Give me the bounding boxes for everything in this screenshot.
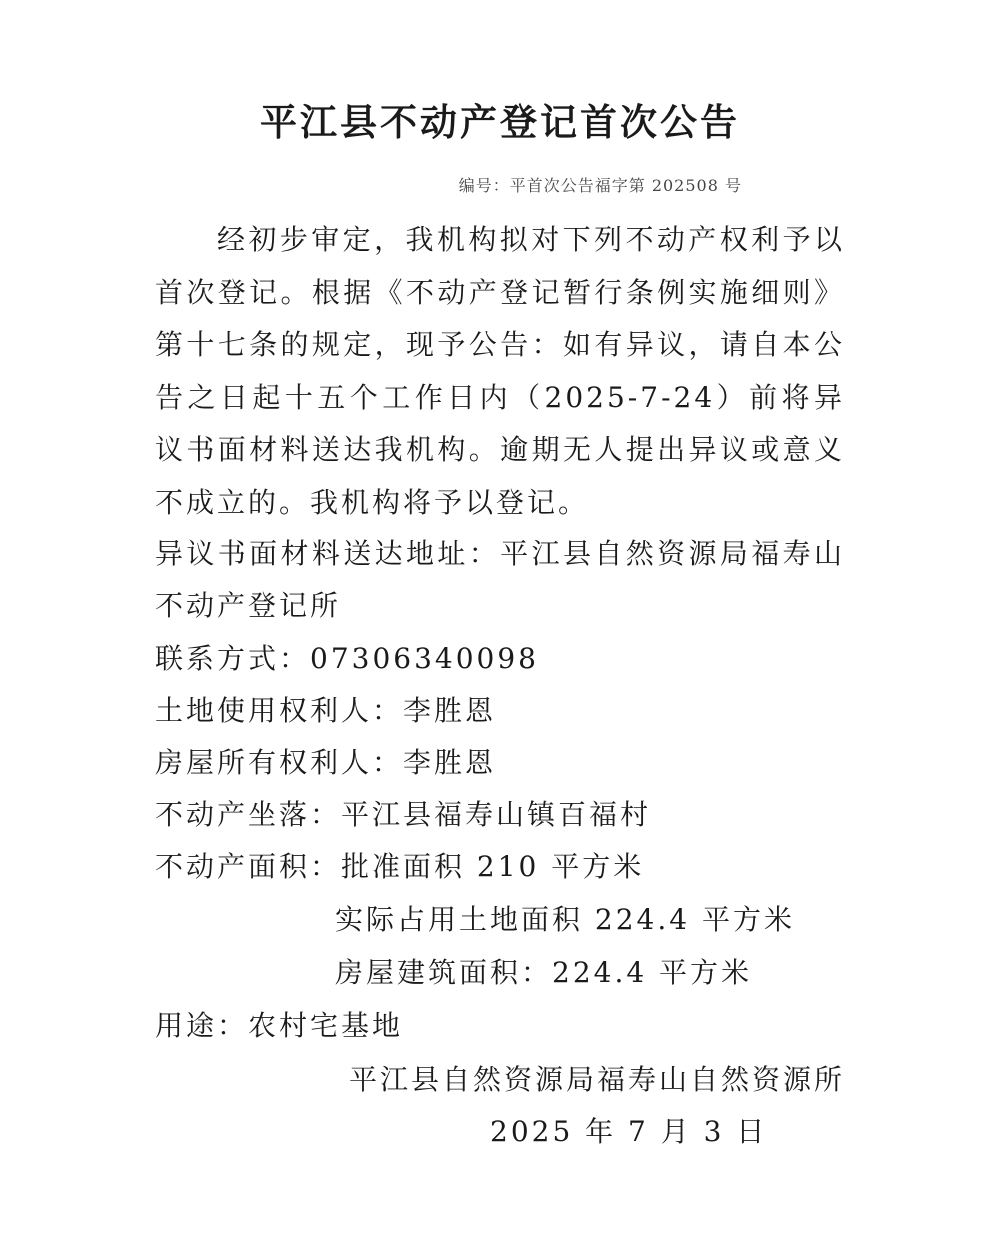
house-ownership-holder: 房屋所有权利人：李胜恩 [155, 746, 497, 779]
issuing-organization: 平江县自然资源局福寿山自然资源所 [348, 1063, 845, 1096]
objection-address: 异议书面材料送达地址：平江县自然资源局福寿山不动产登记所 [155, 537, 845, 622]
property-area-building: 房屋建筑面积：224.4 平方米 [335, 956, 753, 989]
notice-title: 平江县不动产登记首次公告 [260, 100, 740, 144]
land-use-right-holder: 土地使用权利人：李胜恩 [155, 694, 497, 727]
notice-intro-paragraph: 经初步审定，我机构拟对下列不动产权利予以首次登记。根据《不动产登记暂行条例实施细则》第十七条的规定，现予公告：如有异议，请自本公告之日起十五个工作日内（2025-7-24）前将异议书面材料送达我机构。逾期无人提出异议或意义不成立的。我机构将予以登记。 [155, 223, 845, 519]
property-location: 不动产坐落：平江县福寿山镇百福村 [155, 798, 652, 831]
issue-date: 2025 年 7 月 3 日 [490, 1115, 768, 1148]
property-usage: 用途：农村宅基地 [155, 1009, 404, 1042]
property-area-actual: 实际占用土地面积 224.4 平方米 [335, 903, 795, 936]
contact-info: 联系方式：07306340098 [155, 642, 539, 675]
property-area-approved: 不动产面积：批准面积 210 平方米 [155, 850, 645, 883]
document-number: 编号：平首次公告福字第 202508 号 [458, 176, 742, 195]
